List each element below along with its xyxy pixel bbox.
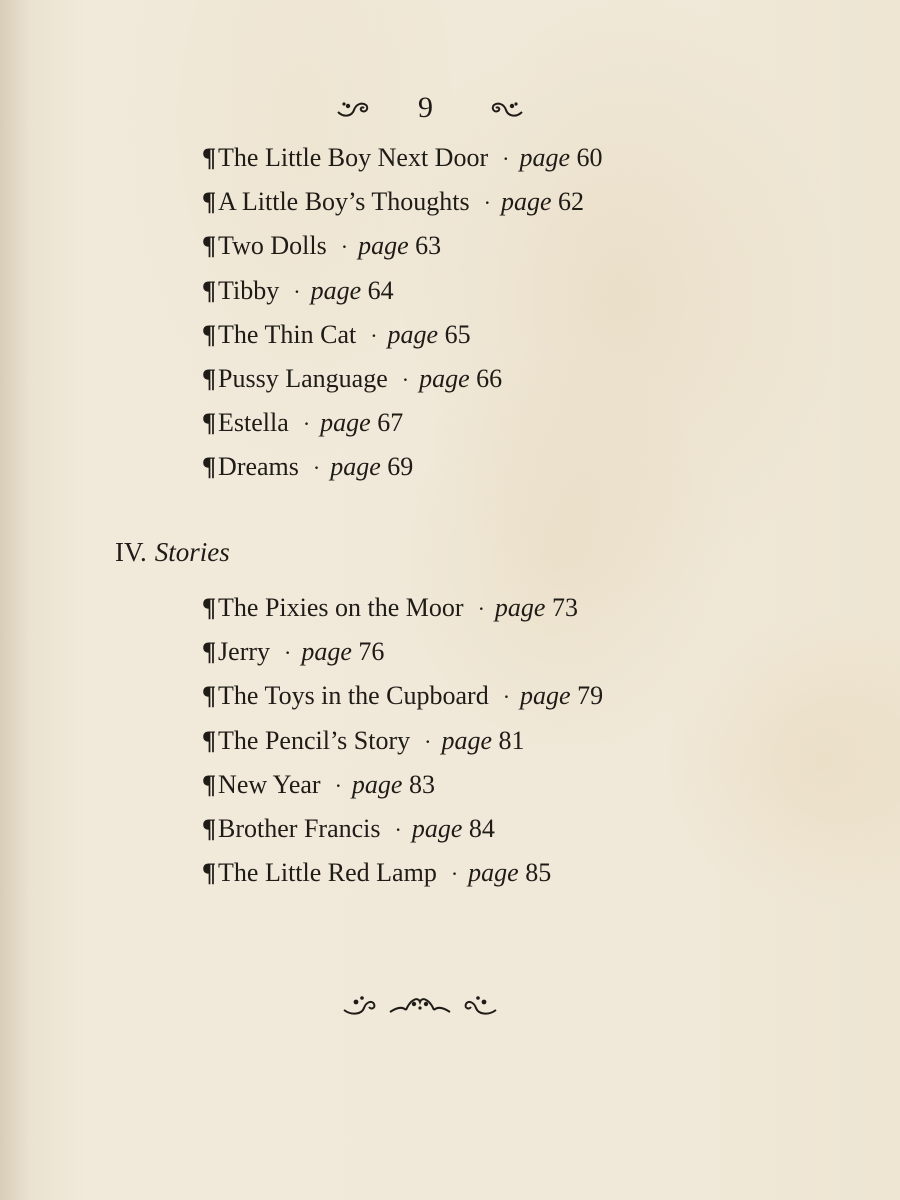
page-label: page xyxy=(358,231,409,261)
page-label: page xyxy=(419,363,470,393)
entry-title: The Pixies on the Moor xyxy=(218,593,464,622)
separator-dot: · xyxy=(370,322,378,348)
pilcrow-icon: ¶ xyxy=(202,187,217,217)
entry-title: Brother Francis xyxy=(218,813,381,843)
section-heading xyxy=(115,530,230,574)
entry-title: Jerry xyxy=(218,637,271,667)
entry-page-number: 73 xyxy=(551,593,578,622)
entry-title: A Little Boy’s Thoughts xyxy=(218,187,470,217)
separator-dot: · xyxy=(502,146,510,171)
separator-dot: · xyxy=(502,684,511,710)
entry-title: The Little Red Lamp xyxy=(218,858,437,888)
pilcrow-icon: ¶ xyxy=(202,143,217,172)
page-label: page xyxy=(387,319,439,349)
entry-page-number: 69 xyxy=(387,452,414,482)
entry-title: Tibby xyxy=(218,275,280,305)
contents-entry xyxy=(202,180,762,224)
page-number: 9 xyxy=(418,91,433,124)
entry-page-number: 79 xyxy=(577,681,604,711)
pilcrow-icon: ¶ xyxy=(202,452,217,482)
entry-page-number: 60 xyxy=(576,143,603,172)
entry-title: New Year xyxy=(218,769,321,799)
pilcrow-icon: ¶ xyxy=(202,231,217,261)
pilcrow-icon: ¶ xyxy=(202,593,217,622)
separator-dot: · xyxy=(302,411,311,437)
separator-dot: · xyxy=(424,728,432,754)
contents-entry xyxy=(202,763,762,807)
page-label: page xyxy=(494,593,546,622)
pilcrow-icon: ¶ xyxy=(202,319,217,349)
entry-title: Dreams xyxy=(218,452,299,482)
contents-entry xyxy=(202,445,762,489)
contents-entry xyxy=(202,401,762,445)
entry-page-number: 85 xyxy=(525,858,552,888)
entry-title: The Toys in the Cupboard xyxy=(218,681,489,711)
contents-entry xyxy=(202,586,762,630)
pilcrow-icon: ¶ xyxy=(202,637,217,667)
page-label: page xyxy=(310,275,362,305)
pilcrow-icon: ¶ xyxy=(202,363,217,393)
floral-tailpiece-icon xyxy=(340,988,500,1022)
separator-dot: · xyxy=(284,640,292,666)
page-label: page xyxy=(301,637,352,667)
entry-page-number: 63 xyxy=(415,231,442,261)
entry-title: Estella xyxy=(218,408,289,438)
separator-dot: · xyxy=(477,596,485,621)
entry-page-number: 81 xyxy=(498,725,525,755)
contents-group-one xyxy=(202,136,762,490)
pilcrow-icon: ¶ xyxy=(202,858,217,888)
contents-entry xyxy=(202,807,762,851)
contents-entry xyxy=(202,224,762,268)
pilcrow-icon: ¶ xyxy=(202,275,217,305)
entry-page-number: 66 xyxy=(476,363,503,393)
separator-dot: · xyxy=(483,190,491,216)
pilcrow-icon: ¶ xyxy=(202,681,217,711)
scroll-ornament-icon xyxy=(336,96,370,120)
separator-dot: · xyxy=(312,455,321,481)
pilcrow-icon: ¶ xyxy=(202,769,217,799)
page-label: page xyxy=(330,452,381,482)
page-label: page xyxy=(351,769,403,799)
page-label: page xyxy=(500,187,552,217)
contents-entry xyxy=(202,851,762,895)
section-title: Stories xyxy=(154,537,230,567)
separator-dot: · xyxy=(340,234,349,260)
page-label: page xyxy=(519,143,570,172)
contents-entry xyxy=(202,269,762,313)
section-numeral: IV. xyxy=(115,537,147,567)
contents-entry xyxy=(202,357,762,401)
entry-page-number: 67 xyxy=(377,408,404,438)
pilcrow-icon: ¶ xyxy=(202,408,217,438)
entry-title: Two Dolls xyxy=(218,231,327,261)
page-label: page xyxy=(320,408,371,438)
contents-entry xyxy=(202,674,762,718)
contents-entry xyxy=(202,630,762,674)
entry-title: The Thin Cat xyxy=(218,319,357,349)
contents-entry xyxy=(202,313,762,357)
separator-dot: · xyxy=(293,278,301,304)
contents-group-two xyxy=(202,586,762,895)
entry-page-number: 65 xyxy=(444,319,471,349)
scroll-ornament-icon xyxy=(490,96,524,120)
entry-page-number: 76 xyxy=(358,637,385,667)
contents-entry xyxy=(202,719,762,763)
entry-page-number: 84 xyxy=(468,813,495,843)
separator-dot: · xyxy=(401,366,410,392)
pilcrow-icon: ¶ xyxy=(202,813,217,843)
contents-entry xyxy=(202,136,762,180)
entry-title: The Pencil’s Story xyxy=(218,725,411,755)
separator-dot: · xyxy=(334,772,342,798)
page-label: page xyxy=(441,725,493,755)
separator-dot: · xyxy=(394,816,402,842)
page-label: page xyxy=(520,681,571,711)
page-label: page xyxy=(411,813,463,843)
entry-page-number: 83 xyxy=(408,769,435,799)
entry-page-number: 64 xyxy=(367,275,394,305)
pilcrow-icon: ¶ xyxy=(202,725,217,755)
entry-title: The Little Boy Next Door xyxy=(218,143,489,172)
separator-dot: · xyxy=(450,861,459,887)
entry-title: Pussy Language xyxy=(218,363,388,393)
entry-page-number: 62 xyxy=(558,187,585,217)
page-label: page xyxy=(468,858,519,888)
page-header xyxy=(330,88,530,128)
